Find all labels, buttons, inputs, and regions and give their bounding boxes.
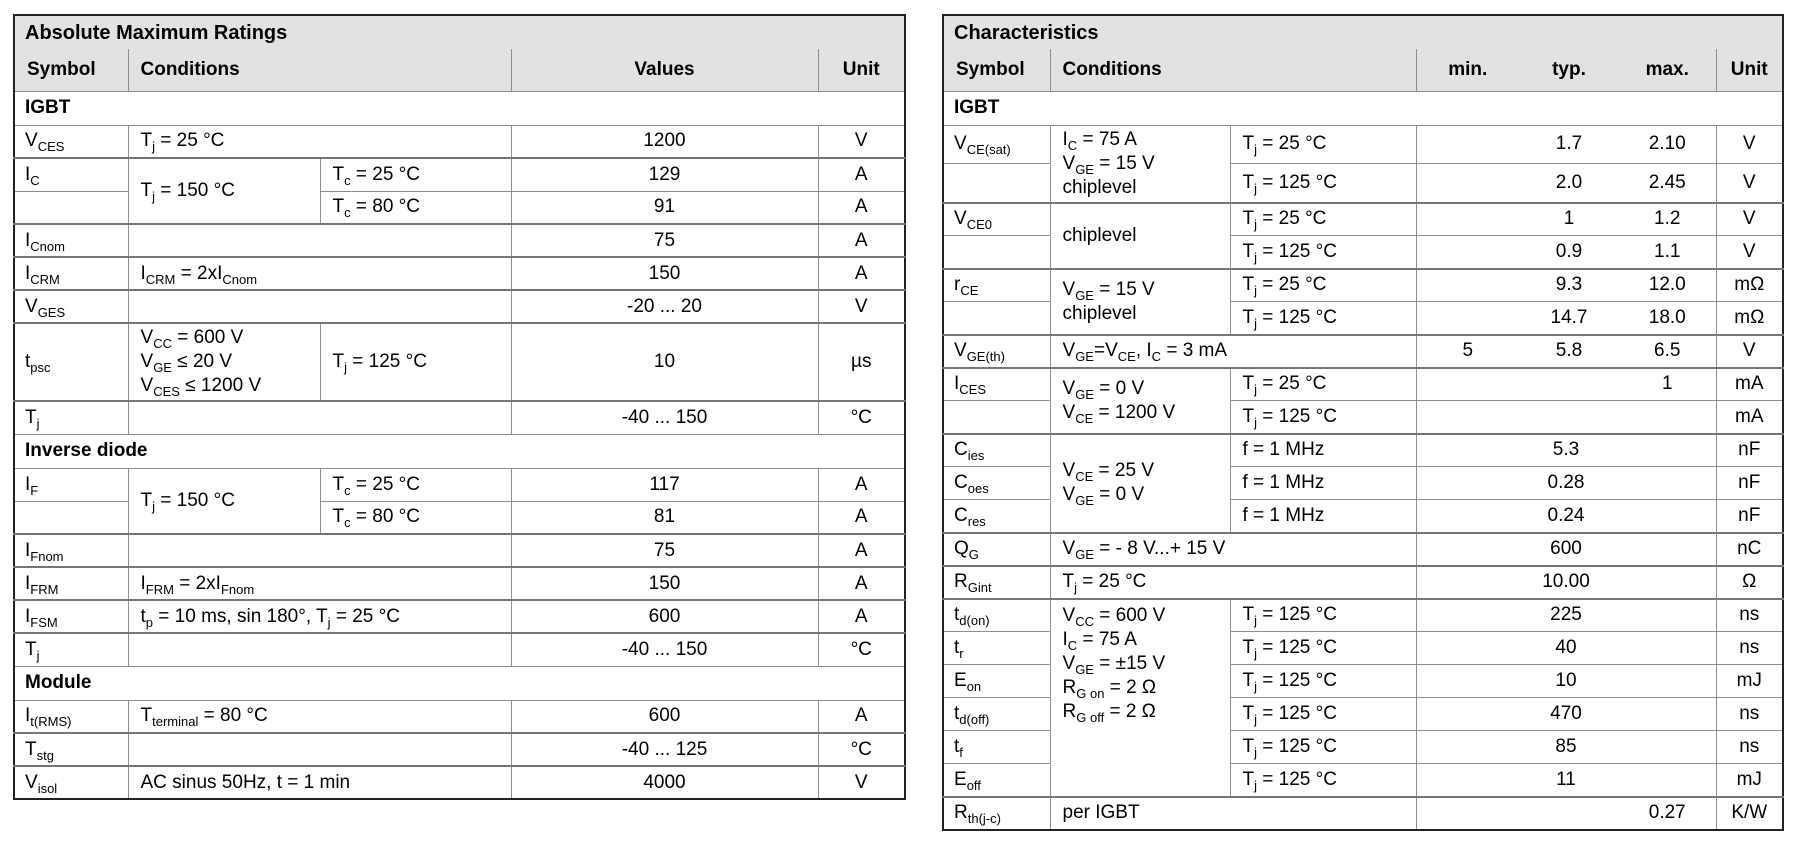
cell-symbol [943,236,1050,269]
cell-condition: $V_{GE} = 0$ V $V_{CE} = 1200$ V [1050,368,1230,434]
characteristics-section [942,14,1784,831]
table-row [943,566,1783,599]
cell-value: 11 [1416,764,1716,797]
cell-condition: $V_{GE} = 15$ V chiplevel [1050,269,1230,335]
table-row [943,203,1783,236]
table-body [14,91,905,799]
cell-symbol: $V_{CE(sat)}$ [943,125,1050,164]
cell-value: 5.3 [1416,434,1716,467]
cell-condition: $T_c = 80$ °C [320,191,511,224]
cell-max: 1 [1619,368,1716,401]
cell-symbol: $C_{res}$ [943,500,1050,533]
column-header-row [14,49,905,91]
cell-unit: °C [818,633,905,666]
cell-condition: $T_j = 125$ °C [1230,632,1416,665]
section-header: Inverse diode [14,434,905,468]
cell-value: 470 [1416,698,1716,731]
cell-condition: $T_j = 125$ °C [1230,236,1416,269]
cell-value: 1200 [511,125,818,158]
cell-symbol: $t_{psc}$ [14,323,128,401]
cell-value: 85 [1416,731,1716,764]
cell-symbol: $R_{Gint}$ [943,566,1050,599]
cell-symbol [14,501,128,534]
cell-symbol: $Q_G$ [943,533,1050,566]
table-row [14,125,905,158]
cell-min [1416,203,1519,236]
column-header-max: max. [1619,49,1716,91]
cell-unit: ns [1716,731,1783,764]
cell-unit: K/W [1716,797,1783,830]
cell-unit: mΩ [1716,302,1783,335]
cell-unit: A [818,501,905,534]
cell-max: 1.1 [1619,236,1716,269]
cell-symbol: $I_{CRM}$ [14,257,128,290]
cell-symbol: $I_{FSM}$ [14,600,128,633]
table-row [14,633,905,666]
column-header-conditions: Conditions [1050,49,1416,91]
cell-value: 4000 [511,766,818,799]
cell-symbol: $R_{th(j-c)}$ [943,797,1050,830]
cell-symbol: $V_{isol}$ [14,766,128,799]
cell-unit: V [1716,203,1783,236]
cell-min [1416,236,1519,269]
cell-condition: $T_j = 125$ °C [1230,599,1416,632]
cell-condition: $I_{FRM} = 2xI_{Fnom}$ [128,567,511,600]
cell-condition: $T_j = 125$ °C [1230,164,1416,203]
section-row [14,434,905,468]
cell-typ: 1.7 [1519,125,1619,164]
section-header: Module [14,666,905,700]
section-header: IGBT [943,91,1783,125]
cell-symbol: $T_j$ [14,401,128,434]
cell-value: 10 [1416,665,1716,698]
cell-unit: V [818,290,905,323]
cell-condition: $T_j = 150$ °C [128,468,320,534]
cell-unit: mΩ [1716,269,1783,302]
cell-value: 75 [511,224,818,257]
cell-condition: $T_j = 25$ °C [128,125,511,158]
cell-symbol: $I_C$ [14,158,128,191]
cell-value: -40 ... 125 [511,733,818,766]
cell-value: 600 [1416,533,1716,566]
cell-symbol [14,191,128,224]
section-header: IGBT [14,91,905,125]
cell-condition: $V_{GE}=V_{CE}$, $I_C = 3$ mA [1050,335,1416,368]
cell-typ [1519,401,1619,434]
cell-min [1416,125,1519,164]
cell-condition: $T_j = 25$ °C [1050,566,1416,599]
cell-symbol: $I_{CES}$ [943,368,1050,401]
table-row [14,534,905,567]
table-row [14,766,905,799]
cell-value: 129 [511,158,818,191]
cell-symbol: $I_{Cnom}$ [14,224,128,257]
cell-min [1416,164,1519,203]
cell-symbol: $I_{t(RMS)}$ [14,700,128,733]
table-row [14,257,905,290]
cell-typ: 14.7 [1519,302,1619,335]
cell-unit: A [818,468,905,501]
cell-symbol: $V_{GE(th)}$ [943,335,1050,368]
cell-unit: A [818,158,905,191]
cell-condition: $I_C = 75$ A $V_{GE} = 15$ V chiplevel [1050,125,1230,203]
cell-typ [1519,368,1619,401]
table-title: Characteristics [943,15,1783,49]
cell-typ [1519,797,1619,830]
cell-condition [128,290,511,323]
cell-condition [128,633,511,666]
cell-symbol: $E_{on}$ [943,665,1050,698]
cell-symbol: $T_j$ [14,633,128,666]
cell-condition: $V_{GE}$ = - 8 V...+ 15 V [1050,533,1416,566]
cell-unit: A [818,534,905,567]
cell-unit: ns [1716,632,1783,665]
cell-condition: $T_j = 125$ °C [1230,302,1416,335]
cell-unit: mA [1716,401,1783,434]
table-row [943,797,1783,830]
table-row [14,224,905,257]
cell-max: 6.5 [1619,335,1716,368]
cell-unit: mJ [1716,764,1783,797]
column-header-conditions: Conditions [128,49,511,91]
cell-symbol: $t_r$ [943,632,1050,665]
column-header-unit: Unit [1716,49,1783,91]
cell-condition: $T_c = 25$ °C [320,468,511,501]
cell-symbol: $I_F$ [14,468,128,501]
cell-value: 225 [1416,599,1716,632]
cell-value: 117 [511,468,818,501]
cell-unit: mJ [1716,665,1783,698]
cell-condition [128,401,511,434]
cell-unit: V [818,766,905,799]
cell-condition: $I_{CRM} = 2xI_{Cnom}$ [128,257,511,290]
cell-unit: A [818,191,905,224]
cell-condition: f = 1 MHz [1230,500,1416,533]
cell-condition: $T_j = 25$ °C [1230,125,1416,164]
cell-typ: 9.3 [1519,269,1619,302]
cell-condition: $T_j = 25$ °C [1230,368,1416,401]
cell-symbol: $E_{off}$ [943,764,1050,797]
cell-unit: V [1716,236,1783,269]
cell-min [1416,368,1519,401]
cell-condition: $T_j = 125$ °C [1230,665,1416,698]
cell-condition: chiplevel [1050,203,1230,269]
table-row [14,158,905,191]
cell-symbol: $t_f$ [943,731,1050,764]
table-body [943,91,1783,830]
cell-typ: 2.0 [1519,164,1619,203]
table-row [14,600,905,633]
cell-max: 18.0 [1619,302,1716,335]
cell-condition [128,224,511,257]
cell-symbol: $T_{stg}$ [14,733,128,766]
table-row [943,599,1783,632]
cell-condition: $V_{CE} = 25$ V $V_{GE} = 0$ V [1050,434,1230,533]
cell-symbol: $t_{d(off)}$ [943,698,1050,731]
section-row [14,666,905,700]
cell-unit: A [818,257,905,290]
cell-max: 12.0 [1619,269,1716,302]
column-header-unit: Unit [818,49,905,91]
table-row [943,368,1783,401]
cell-symbol: $I_{FRM}$ [14,567,128,600]
cell-condition: $T_j = 125$ °C [1230,764,1416,797]
cell-symbol: $C_{ies}$ [943,434,1050,467]
cell-min [1416,269,1519,302]
table-row [14,401,905,434]
cell-condition: $T_j = 125$ °C [320,323,511,401]
cell-unit: mA [1716,368,1783,401]
section-row [943,91,1783,125]
cell-unit: °C [818,401,905,434]
cell-symbol: $V_{CE0}$ [943,203,1050,236]
cell-value: 10.00 [1416,566,1716,599]
table-row [943,533,1783,566]
cell-value: 75 [511,534,818,567]
cell-max: 2.10 [1619,125,1716,164]
cell-symbol [943,302,1050,335]
cell-value: 10 [511,323,818,401]
cell-condition [128,733,511,766]
table-title: Absolute Maximum Ratings [14,15,905,49]
cell-symbol [943,164,1050,203]
characteristics-table [942,14,1784,831]
cell-condition: $t_p = 10$ ms, sin 180°, $T_j = 25$ °C [128,600,511,633]
column-header-values: Values [511,49,818,91]
cell-unit: A [818,224,905,257]
cell-condition: $T_j = 25$ °C [1230,269,1416,302]
cell-condition: $V_{CC} = 600$ V $I_C = 75$ A $V_{GE} = \pm 15$ V $R_{G on} = 2$ Ω $R_{G off} = 2$ Ω [1050,599,1230,797]
cell-unit: V [818,125,905,158]
table-row [14,700,905,733]
cell-value: 600 [511,700,818,733]
cell-max [1619,401,1716,434]
cell-condition: $T_c = 80$ °C [320,501,511,534]
cell-min [1416,401,1519,434]
table-title-row [14,15,905,49]
cell-condition: $T_j = 25$ °C [1230,203,1416,236]
cell-value: 150 [511,257,818,290]
cell-min: 5 [1416,335,1519,368]
cell-condition: $T_c = 25$ °C [320,158,511,191]
cell-value: 150 [511,567,818,600]
cell-symbol [943,401,1050,434]
cell-max: 2.45 [1619,164,1716,203]
cell-condition: $T_j = 125$ °C [1230,731,1416,764]
cell-value: -40 ... 150 [511,401,818,434]
column-header-min: min. [1416,49,1519,91]
table-title-row [943,15,1783,49]
cell-condition [128,534,511,567]
cell-condition: AC sinus 50Hz, t = 1 min [128,766,511,799]
cell-condition: f = 1 MHz [1230,467,1416,500]
section-row [14,91,905,125]
cell-value: -20 ... 20 [511,290,818,323]
cell-condition: $T_j = 150$ °C [128,158,320,224]
cell-symbol: $t_{d(on)}$ [943,599,1050,632]
cell-unit: V [1716,335,1783,368]
cell-condition: $T_j = 125$ °C [1230,401,1416,434]
cell-unit: nF [1716,500,1783,533]
cell-typ: 0.9 [1519,236,1619,269]
cell-condition: f = 1 MHz [1230,434,1416,467]
cell-value: 0.28 [1416,467,1716,500]
table-row [14,567,905,600]
cell-unit: A [818,567,905,600]
column-header-typ: typ. [1519,49,1619,91]
cell-value: -40 ... 150 [511,633,818,666]
table-row [14,468,905,501]
cell-unit: V [1716,125,1783,164]
cell-typ: 1 [1519,203,1619,236]
cell-symbol: $r_{CE}$ [943,269,1050,302]
cell-min [1416,302,1519,335]
column-header-symbol: Symbol [943,49,1050,91]
cell-value: 91 [511,191,818,224]
cell-symbol: $V_{CES}$ [14,125,128,158]
cell-unit: ns [1716,599,1783,632]
absolute-maximum-ratings-section [13,14,906,800]
cell-min [1416,797,1519,830]
cell-unit: A [818,600,905,633]
cell-condition: $V_{CC} = 600$ V $V_{GE} \le 20$ V $V_{CES} \le 1200$ V [128,323,320,401]
cell-unit: °C [818,733,905,766]
cell-symbol: $I_{Fnom}$ [14,534,128,567]
cell-condition: $T_{terminal} = 80$ °C [128,700,511,733]
absolute-maximum-ratings-table [13,14,906,800]
cell-symbol: $V_{GES}$ [14,290,128,323]
table-row [943,269,1783,302]
cell-condition: $T_j = 125$ °C [1230,698,1416,731]
cell-unit: Ω [1716,566,1783,599]
cell-condition: per IGBT [1050,797,1416,830]
cell-unit: ns [1716,698,1783,731]
cell-value: 40 [1416,632,1716,665]
cell-max: 1.2 [1619,203,1716,236]
cell-unit: A [818,700,905,733]
cell-unit: nC [1716,533,1783,566]
column-header-symbol: Symbol [14,49,128,91]
table-row [943,335,1783,368]
table-row [14,323,905,401]
cell-max: 0.27 [1619,797,1716,830]
column-header-row [943,49,1783,91]
cell-unit: µs [818,323,905,401]
cell-symbol: $C_{oes}$ [943,467,1050,500]
cell-value: 600 [511,600,818,633]
cell-unit: V [1716,164,1783,203]
cell-value: 81 [511,501,818,534]
cell-unit: nF [1716,467,1783,500]
cell-typ: 5.8 [1519,335,1619,368]
table-row [14,290,905,323]
table-row [943,125,1783,164]
table-row [14,733,905,766]
cell-value: 0.24 [1416,500,1716,533]
table-row [943,434,1783,467]
cell-unit: nF [1716,434,1783,467]
